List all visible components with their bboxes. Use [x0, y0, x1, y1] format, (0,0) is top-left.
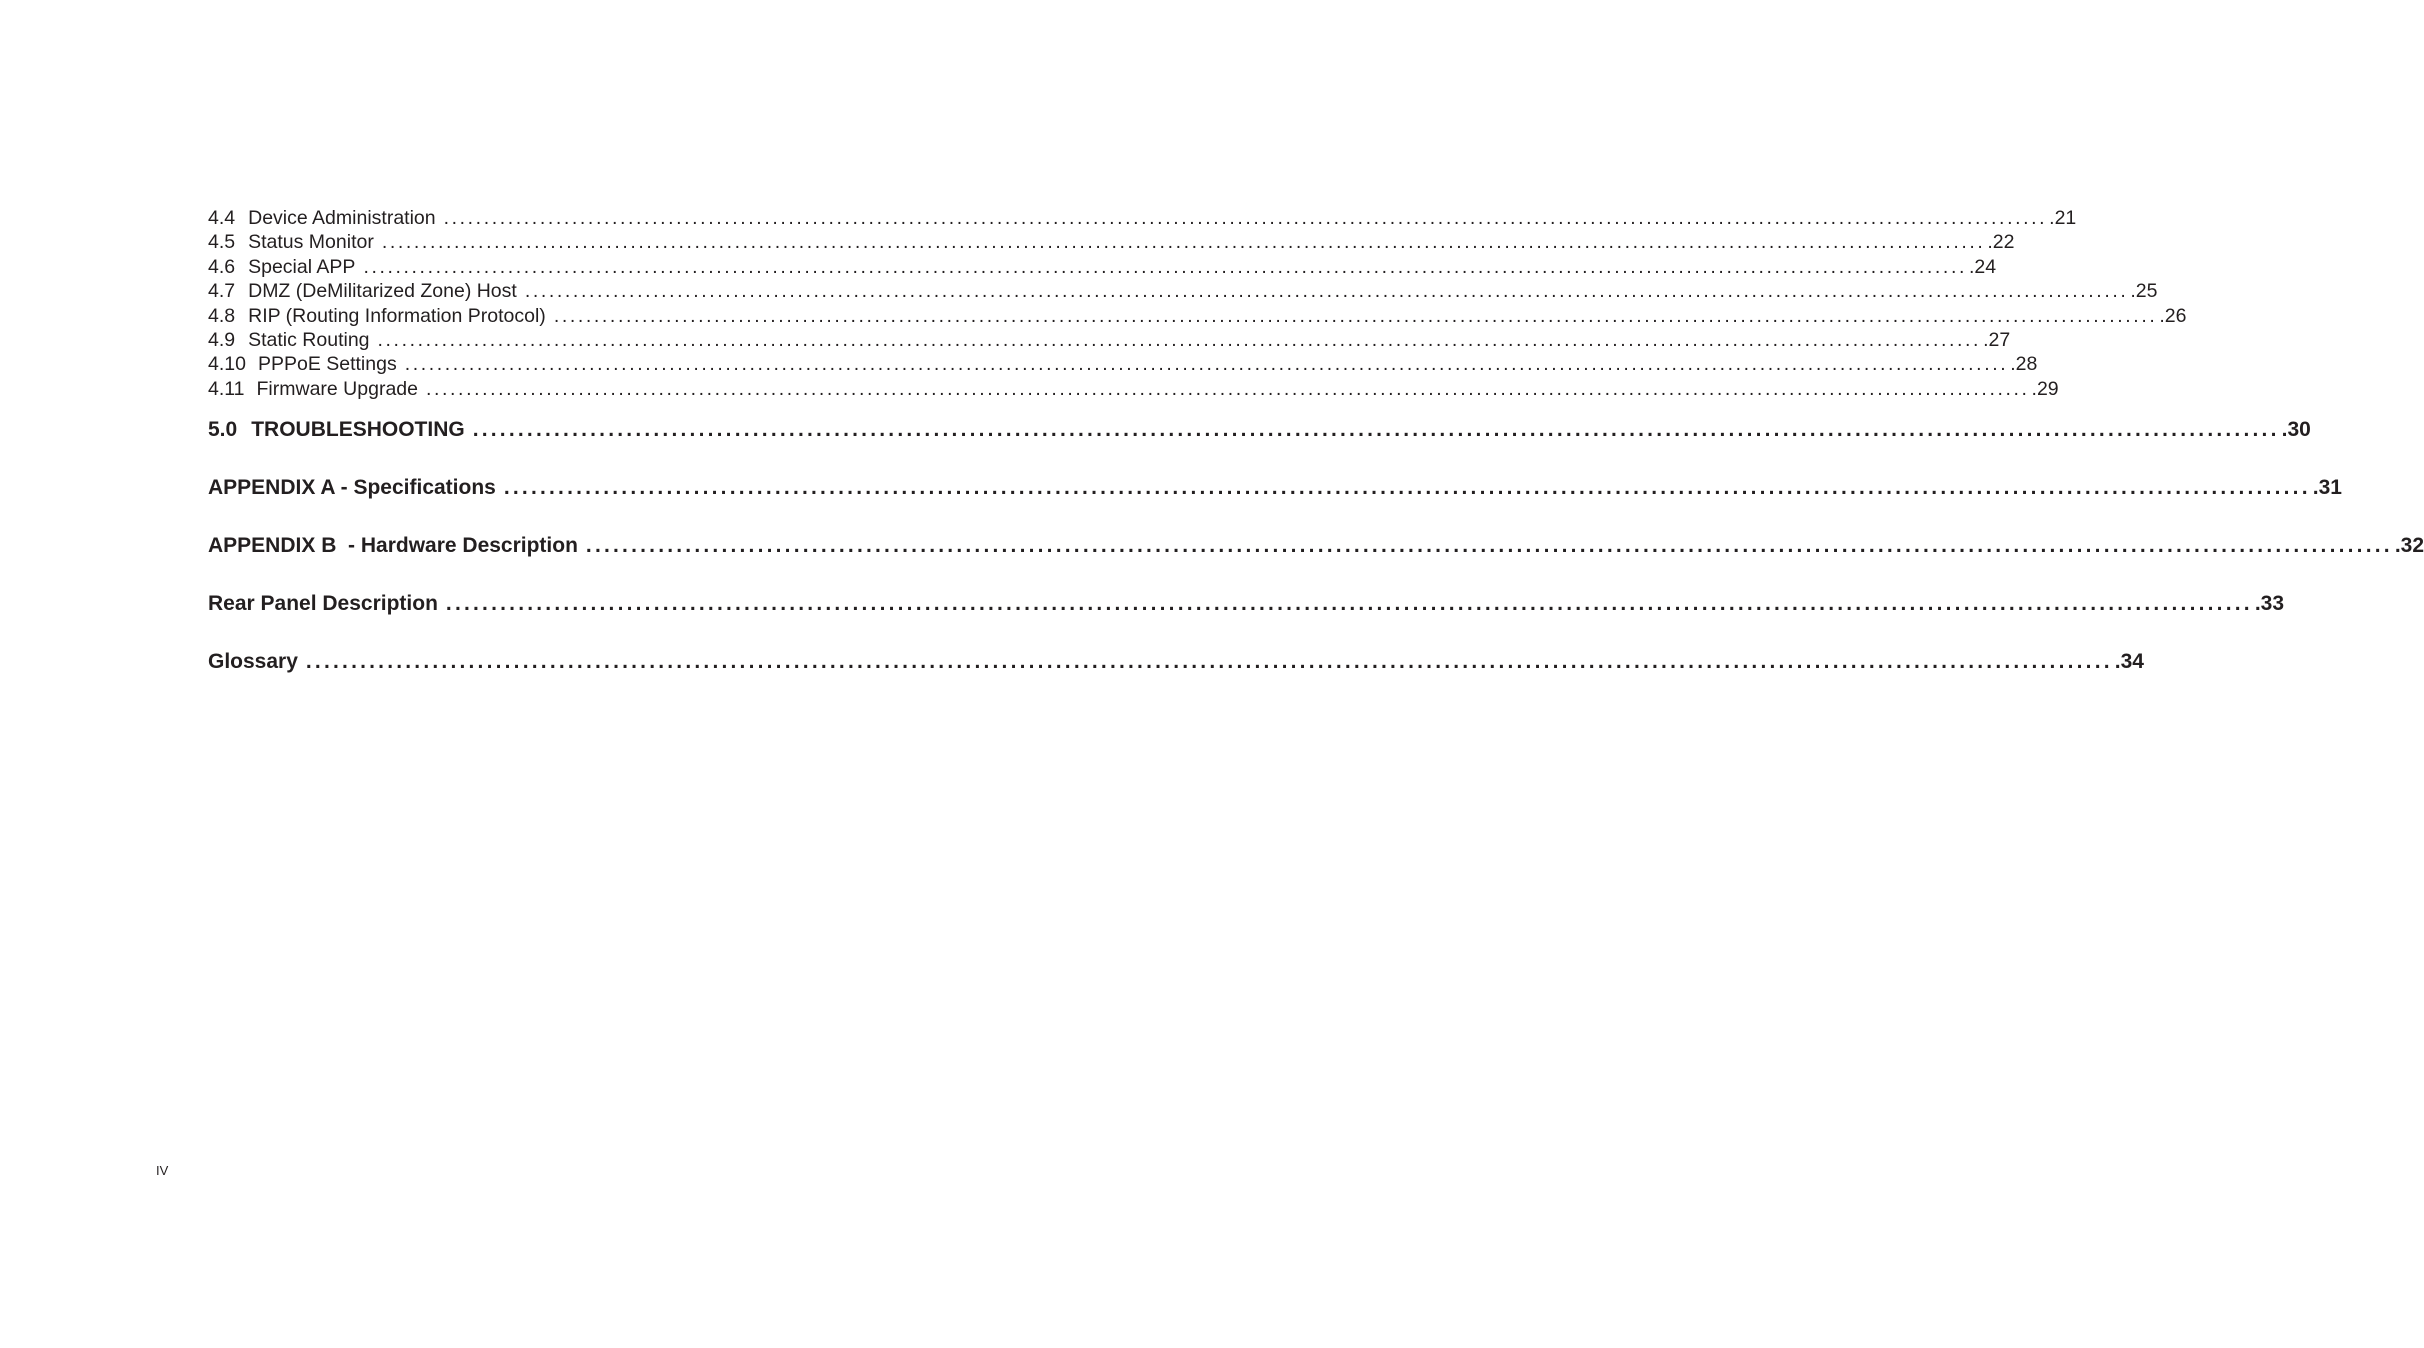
- toc-entry-4-8[interactable]: [208, 304, 2187, 328]
- toc-entry-page: .21: [2049, 207, 2077, 229]
- dot-leader: ........................................................................................................................................................................................................: [381, 231, 1986, 254]
- toc-entry-page: .32: [2394, 534, 2424, 558]
- toc-entry-title: Device Administration: [248, 207, 436, 229]
- dot-leader: ........................................................................................................................................................................................................: [553, 304, 2158, 327]
- toc-entry-page: .25: [2130, 280, 2158, 303]
- toc-entry-title: Glossary: [208, 650, 298, 674]
- toc-entry-page: .24: [1968, 255, 1997, 278]
- toc-entry-number: 4.11: [208, 377, 245, 400]
- toc-entry-page: .27: [1983, 328, 2011, 351]
- page-number: IV: [156, 1163, 169, 1178]
- toc-entry-title: PPPoE Settings: [257, 353, 397, 376]
- toc-entry-troubleshooting[interactable]: [208, 401, 2311, 459]
- toc-entry-title: DMZ (DeMilitarized Zone) Host: [248, 280, 517, 303]
- toc-entry-appendix-a[interactable]: [208, 459, 2342, 517]
- toc-entry-number: 4.4: [208, 207, 236, 229]
- dot-leader: ........................................................................................................................................................................................................: [524, 280, 2129, 303]
- toc-entry-title: TROUBLESHOOTING: [251, 418, 465, 442]
- toc-entry-rear-panel[interactable]: [208, 575, 2285, 633]
- toc-entry-4-4[interactable]: [208, 206, 2077, 230]
- toc-entry-title: Status Monitor: [248, 231, 374, 254]
- dot-leader: ........................................................................................................................................................................................................: [472, 418, 2280, 442]
- dot-leader: ........................................................................................................................................................................................................: [377, 328, 1982, 351]
- dot-leader: ........................................................................................................................................................................................................: [425, 377, 2030, 400]
- toc-entry-4-11[interactable]: [208, 377, 2059, 401]
- toc-entry-4-10[interactable]: [208, 352, 2038, 376]
- toc-entry-number: 4.9: [208, 328, 236, 351]
- dot-leader: ........................................................................................................................................................................................................: [363, 255, 1967, 278]
- toc-entry-page: .34: [2114, 650, 2144, 674]
- toc-entry-number: 4.8: [208, 304, 236, 327]
- toc-entry-title: Special APP: [248, 255, 356, 278]
- table-of-contents: [208, 206, 2424, 691]
- toc-entry-page: .28: [2010, 353, 2038, 376]
- toc-entry-glossary[interactable]: [208, 633, 2144, 691]
- toc-entry-number: 5.0: [208, 418, 238, 442]
- toc-entry-page: .29: [2031, 377, 2059, 400]
- toc-entry-title: Rear Panel Description: [208, 592, 438, 616]
- toc-entry-4-7[interactable]: [208, 279, 2158, 303]
- toc-entry-number: 4.7: [208, 280, 236, 303]
- dot-leader: ........................................................................................................................................................................................................: [443, 207, 2048, 229]
- dot-leader: ........................................................................................................................................................................................................: [585, 534, 2393, 558]
- dot-leader: ........................................................................................................................................................................................................: [503, 476, 2311, 500]
- toc-entry-title: APPENDIX A - Specifications: [208, 476, 496, 500]
- toc-entry-page: .31: [2312, 476, 2342, 500]
- toc-entry-number: 4.6: [208, 255, 236, 278]
- toc-entry-title: Static Routing: [248, 328, 370, 351]
- toc-entry-4-6[interactable]: [208, 255, 1997, 279]
- toc-entry-page: .33: [2254, 592, 2285, 616]
- dot-leader: ........................................................................................................................................................................................................: [404, 353, 2009, 376]
- toc-entry-number: 4.10: [208, 353, 246, 376]
- toc-entry-page: .22: [1987, 231, 2015, 254]
- toc-entry-page: .26: [2159, 304, 2187, 327]
- toc-entry-title: APPENDIX B - Hardware Description: [208, 534, 578, 558]
- dot-leader: ........................................................................................................................................................................................................: [445, 592, 2253, 616]
- toc-entry-title: RIP (Routing Information Protocol): [248, 304, 546, 327]
- toc-entry-appendix-b[interactable]: [208, 517, 2424, 575]
- toc-entry-title: Firmware Upgrade: [256, 377, 418, 400]
- dot-leader: ........................................................................................................................................................................................................: [305, 650, 2113, 674]
- toc-entry-page: .30: [2281, 418, 2311, 442]
- toc-entry-number: 4.5: [208, 231, 236, 254]
- toc-entry-4-5[interactable]: [208, 230, 2015, 254]
- toc-entry-4-9[interactable]: [208, 328, 2011, 352]
